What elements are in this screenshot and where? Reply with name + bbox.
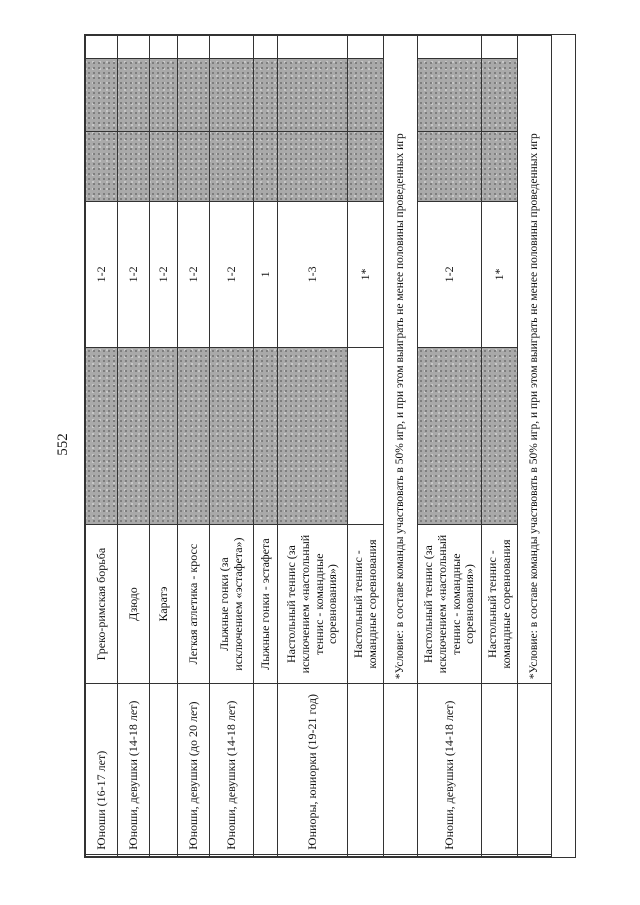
shaded-cell [254,131,278,202]
table-row [178,36,210,857]
shaded-cell [118,58,150,131]
table-row [518,36,552,857]
shaded-cell [210,347,254,524]
table-row [418,36,482,857]
shaded-cell [150,131,178,202]
table-row [254,36,278,857]
cell-empty [384,854,418,856]
sport-cell: Лыжные гонки (за исключением «эстафета») [210,524,254,683]
age-cell: Юноши, девушки (14-18 лет) [418,684,482,855]
place-cell: 1-3 [278,202,348,348]
shaded-cell [348,58,384,131]
sport-cell: Настольный теннис (за исключением «настольный теннис - командные соревнования») [418,524,482,683]
cell-empty [150,854,178,856]
table-row [482,36,518,857]
sport-cell: Легкая атлетика - кросс [178,524,210,683]
shaded-cell [418,58,482,131]
age-cell [254,684,278,855]
condition-note: *Условие: в составе команды участвовать в 50% игр, и при этом выиграть не менее половины проведенных игр [384,36,418,684]
age-cell [482,684,518,855]
shaded-cell [178,347,210,524]
age-cell [150,684,178,855]
cell-empty [150,36,178,59]
sport-cell: Настольный теннис - командные соревнования [482,524,518,683]
shaded-cell [254,347,278,524]
table-row [150,36,178,857]
place-cell: 1-2 [118,202,150,348]
table-row [348,36,384,857]
shaded-cell [118,131,150,202]
cell-empty [178,36,210,59]
shaded-cell [482,58,518,131]
shaded-cell [150,347,178,524]
table-row [86,36,118,857]
cell-empty [278,854,348,856]
shaded-cell [86,131,118,202]
cell-empty [118,854,150,856]
cell-empty [482,854,518,856]
shaded-cell [482,131,518,202]
age-cell: Юноши, девушки (14-18 лет) [118,684,150,855]
cell-empty [86,36,118,59]
place-cell: 1-2 [150,202,178,348]
age-cell [518,684,552,855]
shaded-cell [178,58,210,131]
sport-cell: Греко-римская борьба [86,524,118,683]
place-cell: 1* [482,202,518,348]
sport-cell: Настольный теннис - командные соревнования [348,524,384,683]
cell-empty [418,36,482,59]
age-cell: Юноши, девушки (14-18 лет) [210,684,254,855]
place-cell: 1* [348,202,384,348]
cell-empty [482,36,518,59]
shaded-cell [118,347,150,524]
table-row [278,36,348,857]
shaded-cell [348,131,384,202]
shaded-cell [418,131,482,202]
table-row [384,36,418,857]
cell-empty [348,347,384,524]
shaded-cell [278,347,348,524]
age-cell: Юноши (16-17 лет) [86,684,118,855]
cell-empty [210,854,254,856]
shaded-cell [210,58,254,131]
cell-empty [278,36,348,59]
shaded-cell [482,347,518,524]
sport-cell: Настольный теннис (за исключением «настольный теннис - командные соревнования») [278,524,348,683]
shaded-cell [150,58,178,131]
age-cell [348,684,384,855]
age-cell [384,684,418,855]
cell-empty [254,36,278,59]
sport-cell: Каратэ [150,524,178,683]
age-cell: Юноши, девушки (до 20 лет) [178,684,210,855]
age-cell: Юниоры, юниорки (19-21 год) [278,684,348,855]
shaded-cell [86,58,118,131]
table-row [210,36,254,857]
page-number: 552 [54,433,71,456]
requirements-table-rotated [85,35,575,857]
place-cell: 1-2 [86,202,118,348]
shaded-cell [278,58,348,131]
sport-cell: Лыжные гонки - эстафета [254,524,278,683]
table-row [118,36,150,857]
cell-empty [418,854,482,856]
sport-cell: Дзюдо [118,524,150,683]
shaded-cell [178,131,210,202]
requirements-table [85,35,552,857]
cell-empty [118,36,150,59]
condition-note: *Условие: в составе команды участвовать в 50% игр, и при этом выиграть не менее половины проведенных игр [518,36,552,684]
cell-empty [518,854,552,856]
cell-empty [348,854,384,856]
place-cell: 1-2 [418,202,482,348]
place-cell: 1 [254,202,278,348]
place-cell: 1-2 [178,202,210,348]
cell-empty [254,854,278,856]
cell-empty [348,36,384,59]
shaded-cell [210,131,254,202]
place-cell: 1-2 [210,202,254,348]
cell-empty [86,854,118,856]
shaded-cell [254,58,278,131]
shaded-cell [418,347,482,524]
cell-empty [210,36,254,59]
cell-empty [178,854,210,856]
requirements-table-frame [84,34,576,858]
shaded-cell [86,347,118,524]
shaded-cell [278,131,348,202]
